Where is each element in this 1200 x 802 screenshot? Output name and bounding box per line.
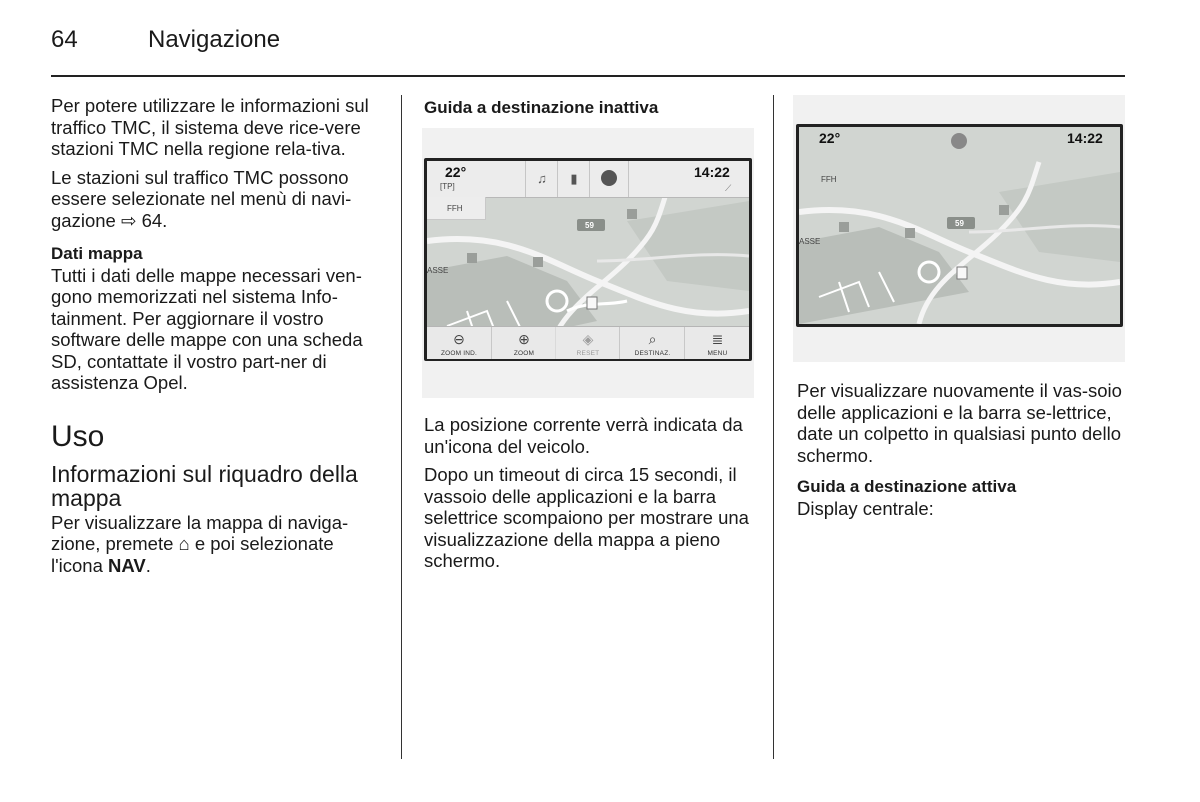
subheading-guida-inattiva: Guida a destinazione inattiva <box>424 98 659 117</box>
clock: 14:22 <box>1067 130 1103 146</box>
subheading-guida-attiva: Guida a destinazione attiva <box>797 477 1017 496</box>
paragraph-tmc: Per potere utilizzare le informazioni sul traffico TMC, il sistema deve rice-vere stazioni TMC nella regione rela-tiva. <box>51 95 369 159</box>
home-icon: ⌂ <box>178 533 190 554</box>
paragraph-dati-mappa: Tutti i dati delle mappe necessari ven-gono memorizzati nel sistema Info-tainment. Per aggiornare il vostro software delle mappe con una scheda SD, contattate il vostro part-ner di assistenza Opel. <box>51 264 363 393</box>
heading-uso: Uso <box>51 419 105 453</box>
map-edge-label: ASSE <box>799 237 821 246</box>
zoom-in-icon: ⊕ <box>518 331 530 347</box>
text-segment: . <box>145 554 151 576</box>
nav-circle-icon <box>601 170 617 186</box>
temperature: 22° <box>819 130 841 146</box>
clock: 14:22 <box>694 164 730 180</box>
subheading-dati-mappa: Dati mappa <box>51 244 143 263</box>
menu-button[interactable] <box>684 327 750 359</box>
zoom-out-button[interactable] <box>427 327 491 359</box>
zoom-out-icon: ⊖ <box>453 331 465 347</box>
header-rule <box>51 75 1125 77</box>
column-3-body <box>797 380 1123 526</box>
road-number-label: 59 <box>585 221 594 230</box>
map-edge-label: ASSE <box>427 266 449 275</box>
column-2-body <box>424 414 750 579</box>
temperature: 22° <box>445 164 467 180</box>
screenshot-full-map <box>793 95 1125 362</box>
column-divider-2 <box>773 95 774 759</box>
destination-button[interactable] <box>619 327 685 359</box>
heading-riquadro-mappa: Informazioni sul riquadro della mappa <box>51 460 358 511</box>
selector-bar <box>427 326 749 359</box>
app-tray <box>427 161 749 198</box>
menu-label: MENU <box>707 350 728 357</box>
tp-indicator: [TP] <box>440 182 455 191</box>
map-view-full[interactable] <box>799 127 1120 324</box>
text-segment: Per visualizzare la mappa di naviga-zione, premete <box>51 511 349 554</box>
nav-app-icon[interactable] <box>589 161 629 197</box>
paragraph-tap-screen: Per visualizzare nuovamente il vas-soio delle applicazioni e la barra se-lettrice, date un colpetto in qualsiasi punto dello schermo. <box>797 380 1122 466</box>
nav-label: NAV <box>108 554 146 576</box>
destination-label: DESTINAZ. <box>634 350 671 357</box>
signal-icon: ⟋ <box>725 183 732 193</box>
paragraph-tmc-stations: Le stazioni sul traffico TMC possono essere selezionate nel menù di navi-gazione ⇨ 64. <box>51 166 352 231</box>
paragraph-visualizzare-mappa <box>51 512 377 577</box>
phone-icon[interactable]: ▮ <box>557 161 590 197</box>
destination-search-icon: ⌕ <box>648 331 657 347</box>
zoom-in-button[interactable] <box>491 327 556 359</box>
chapter-title: Navigazione <box>148 26 281 53</box>
paragraph-posizione-corrente: La posizione corrente verrà indicata da un'icona del veicolo. <box>424 414 743 457</box>
reset-label: RESET <box>576 350 600 357</box>
text-segment: e poi selezionate l'icona <box>51 533 334 576</box>
column-1 <box>51 95 377 583</box>
page-number: 64 <box>51 26 78 53</box>
column-divider-1 <box>401 95 402 759</box>
station-label: FFH <box>821 175 837 184</box>
reset-button[interactable] <box>555 327 620 359</box>
audio-icon[interactable]: ♫ <box>525 161 558 197</box>
paragraph-timeout: Dopo un timeout di circa 15 secondi, il vassoio delle applicazioni e la barra selettrice scompaiono per mostrare una visualizzazione della mappa a pieno schermo. <box>424 464 749 571</box>
screenshot-inactive-guidance <box>422 128 754 398</box>
station-label: FFH <box>447 204 463 213</box>
zoom-in-label: ZOOM <box>513 350 535 357</box>
reset-icon: ◈ <box>582 331 594 347</box>
column-2 <box>424 97 750 119</box>
paragraph-display-centrale: Display centrale: <box>797 497 934 519</box>
menu-icon: ≣ <box>711 331 724 347</box>
station-box <box>427 197 486 220</box>
zoom-out-label: ZOOM IND. <box>440 350 478 357</box>
road-number-label: 59 <box>955 219 964 228</box>
